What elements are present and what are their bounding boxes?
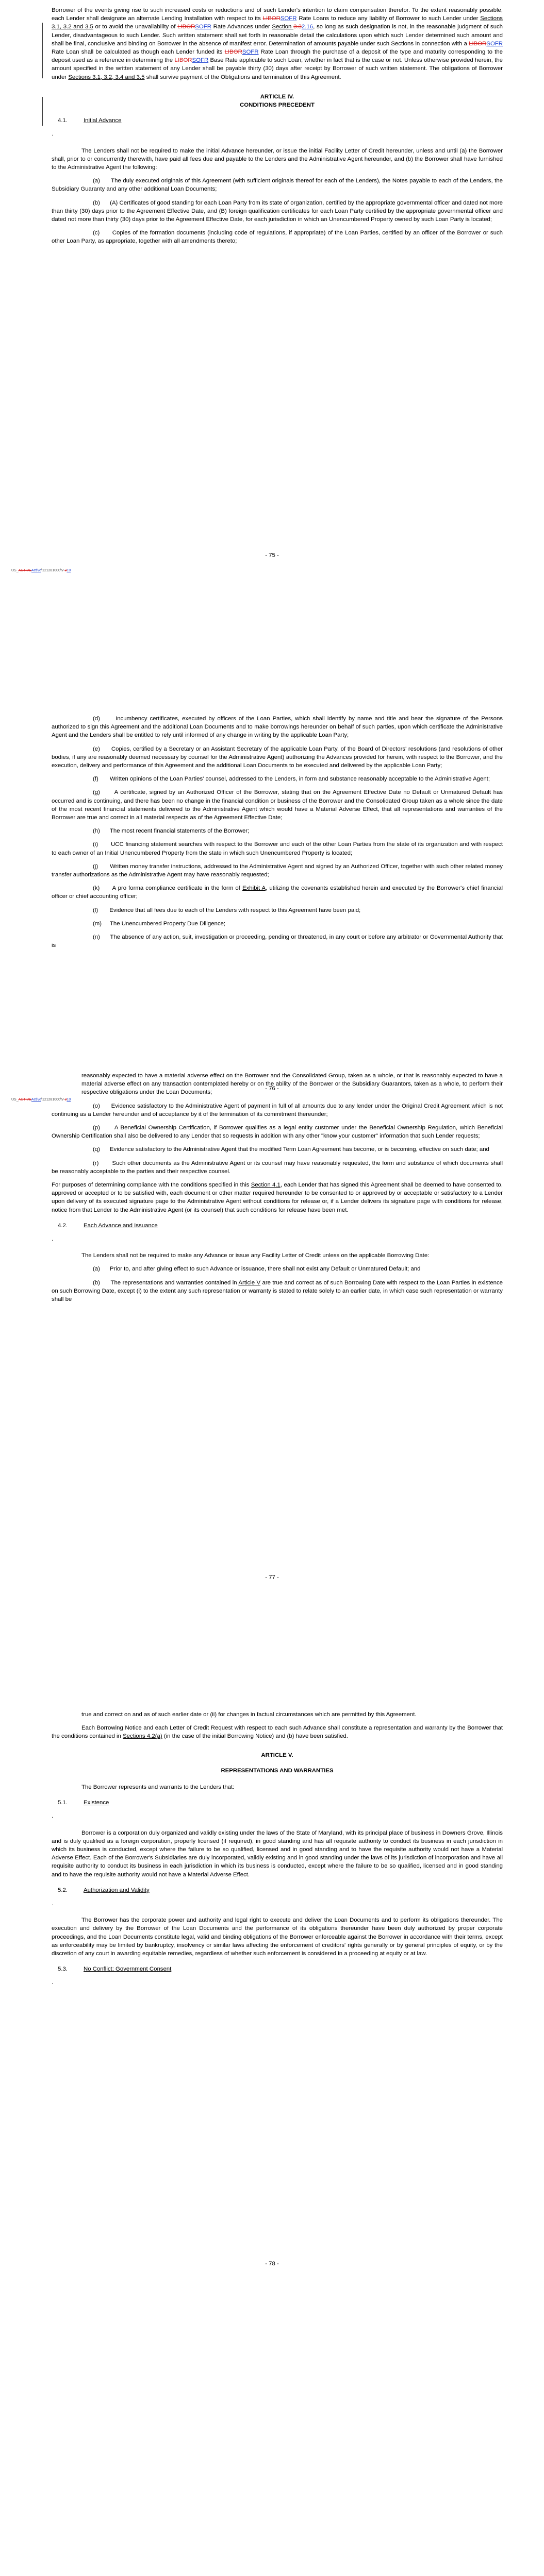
article-heading: ARTICLE V. (261, 1752, 293, 1758)
section-heading-4-1 (52, 116, 503, 125)
paragraph-borrowing-notice (52, 1724, 503, 1740)
document-footer: US_ACTIVEActive\121281000\V-210 (11, 569, 71, 572)
list-item: (e) Copies, certified by a Secretary or an Assistant Secretary of the applicable Loan Party, of the Board of Directors' resolutions (and resolutions of other bodies, if any are reasonably deemed necessary by counsel for the Administrative Agent) authorizing the Advances provided for herein, with respect to the Borrower, and the execution, delivery and performance of this Agreement and the additional Loan Documents to be executed and delivered by the applicable Loan Party; (52, 745, 503, 769)
list-item: (a) Prior to, and after giving effect to such Advance or issuance, there shall not exist any Default or Unmatured Default; and (93, 1266, 421, 1273)
paragraph-each-advance: The Lenders shall not be required to make any Advance or issue any Facility Letter of Credit unless on the applicable Borrowing Date: (81, 1252, 430, 1259)
text-run: shall survive payment of the Obligations and termination of this Agreement. (144, 74, 341, 80)
change-bar (42, 97, 43, 126)
page-number: - 76 - (265, 1086, 279, 1092)
paragraph-initial-advance: The Lenders shall not be required to make the initial Advance hereunder, or issue the initial Facility Letter of Credit hereunder, unless and until (a) the Borrower shall, prior to or concurrently therewith, have paid all fees due and payable to the Lenders and the Administrative Agent hereunder, and (b) the Borrower shall have furnished to the Administrative Agent the following: (52, 147, 503, 171)
section-number: 4.1. (58, 117, 68, 124)
list-item: (f) Written opinions of the Loan Parties' counsel, addressed to the Lenders, in form and substance reasonably acceptable to the Administrative Agent; (93, 776, 490, 783)
cross-reference: Section 4.1 (251, 1182, 281, 1189)
text-run: Rate Loans to reduce any liability of Borrower to such Lender under (296, 15, 481, 22)
section-dot: . (52, 131, 54, 138)
text-run: (in the case of the initial Borrowing Notice) and (b) have been satisfied. (162, 1733, 348, 1740)
list-item: (b) (A) Certificates of good standing for each Loan Party from its state of organization, certified by the appropriate governmental officer and dated not more than thirty (30) days prior to the Agreement Effective Date, and (B) foreign qualification certificates for each Loan Party certified by the appropriate governmental officer and dated not more than thirty (30) days prior to the Agreement Effective Date, for each jurisdiction in which an Unencumbered Property owned by such Loan Party is located; (52, 199, 503, 223)
paragraph-compliance-purposes (52, 1181, 503, 1214)
list-item: (c) Copies of the formation documents (including code of regulations, if appropriate) of the Loan Parties, certified by an officer of the Borrower or such other Loan Party, as appropriate, together with all amendments thereto; (52, 230, 503, 245)
list-item: (m) The Unencumbered Property Due Diligence; (93, 920, 226, 927)
text-run: Each Borrowing Notice and each Letter of Credit Request with respect to each such Advance shall constitute a representation and warranty by the Borrower that the conditions contained in (52, 1725, 503, 1740)
section-number: 5.2. (58, 1887, 68, 1893)
section-dot: . (52, 1901, 54, 1907)
inserted-text: SOFR (192, 57, 209, 64)
text-run: Base Rate applicable to such Loan, whether in fact that is the case or not. Unless otherwise provided herein, the amount specified in the written statement of any Lender shall be payable thirty (30) days after receipt by Borrower of such written statement. The obligations of Borrower under (52, 57, 503, 80)
article-title: REPRESENTATIONS AND WARRANTIES (221, 1767, 334, 1774)
paragraph-continued: reasonably expected to have a material adverse effect on the Borrower and the Consolidated Group, taken as a whole, or that is reasonably expected to have a material adverse effect on any transaction contemplated hereby or on the ability of the Borrower or the Subsidiary Guarantors, taken as a whole, to perform their respective obligations under the Loan Documents; (81, 1073, 503, 1096)
cross-reference: Sections 3.1, 3.2, 3.4 and 3.5 (68, 74, 145, 80)
inserted-text: SOFR (195, 24, 211, 30)
section-title: Each Advance and Issuance (84, 1222, 158, 1229)
list-item: (r) Such other documents as the Administrative Agent or its counsel may have reasonably requested, the form and substance of which documents shall be reasonably acceptable to the parties and their respective counsel. (52, 1160, 503, 1175)
list-item: (d) Incumbency certificates, executed by officers of the Loan Parties, which shall identify by name and title and bear the signature of the Persons authorized to sign this Agreement and the additional Loan Documents and to make borrowings hereunder on behalf of such parties, upon which certificate the Administrative Agent and the Lenders shall be entitled to rely until informed of any change in writing by the applicable Loan Party; (52, 716, 503, 739)
document-footer: US_ACTIVEActive\121281000\V-210 (11, 1098, 71, 1101)
text-run: , utilizing the covenants established herein and executed by the Borrower's chief financial officer or chief accounting officer; (52, 885, 503, 900)
deleted-text: 3.3 (293, 24, 302, 30)
page-number: - 75 - (265, 552, 279, 558)
list-item: (a) The duly executed originals of this Agreement (with sufficient originals thereof for each of the Lenders), the Notes payable to each of the Lenders, the Subsidiary Guaranty and any other additional Loan Documents; (52, 178, 503, 193)
list-item: (j) Written money transfer instructions, addressed to the Administrative Agent and signed by an Authorized Officer, together with such other related money transfer authorizations as the Administrative Agent may have reasonably requested; (52, 863, 503, 878)
section-heading-4-2 (52, 1222, 503, 1230)
list-item: (p) A Beneficial Ownership Certification, if Borrower qualifies as a legal entity customer under the Beneficial Ownership Regulation, which Beneficial Ownership Certification shall also be delivered to any Lender that so requests in addition with any other "know your customer" information that such Lender requests; (52, 1125, 503, 1140)
section-title: Initial Advance (84, 117, 122, 124)
paragraph-continued: true and correct on and as of such earlier date or (ii) for changes in factual circumstances which are permitted by this Agreement. (81, 1711, 417, 1718)
section-heading-5-1 (52, 1799, 503, 1807)
section-dot: . (52, 1236, 54, 1243)
list-item: (g) A certificate, signed by an Authorized Officer of the Borrower, stating that on the Agreement Effective Date no Default or Unmatured Default has occurred and is continuing, and there has been no change in the financial condition or business of the Borrower and the Consolidated Group taken as a whole since the date of the most recent financial statements delivered to the Administrative Agent which would have a Material Adverse Effect, that all representations and warranties of the Borrower are true and correct in all material respects as of the Agreement Effective Date; (52, 789, 503, 821)
section-dot: . (52, 1813, 54, 1820)
list-item: (q) Evidence satisfactory to the Administrative Agent that the modified Term Loan Agreement has become, or is becoming, effective on such date; and (93, 1146, 489, 1153)
text-run: , each Lender that has signed this Agreement shall be deemed to have consented to, approved or accepted or to be satisfied with, each document or other matter required hereunder to be consented to or approved by or acceptable or satisfactory to a Lender upon delivery of its executed signature page to the Administrative Agent without conditions for release or, if a Lender delivers its signature page with conditions for release, notice from that Lender to the Administrative Agent (or its counsel) that such conditions for release have been met. (52, 1182, 503, 1213)
section-dot: . (52, 1979, 54, 1986)
inserted-text: SOFR (242, 49, 259, 56)
deleted-text: LIBOR (469, 40, 487, 47)
section-number: 5.1. (58, 1800, 68, 1806)
text-run: are true and correct as of such Borrowing Date with respect to the Loan Parties in existence on such Borrowing Date, except (i) to the extent any such representation or warranty is stated to relate solely to an earlier date, in which case such representation or warranty shall be (52, 1279, 503, 1303)
text-run: Rate Loan shall be calculated as though each Lender funded its (52, 49, 225, 56)
deleted-text: LIBOR (174, 57, 192, 64)
text-run: Rate Loan through the purchase of a deposit of the type and maturity corresponding to the deposit used as a reference in determining the (52, 49, 503, 64)
cross-reference: Section (272, 24, 294, 30)
text-run: For purposes of determining compliance with the conditions specified in this (52, 1182, 251, 1189)
page-75 (0, 0, 544, 703)
cross-reference: Article V (238, 1279, 261, 1286)
text-run: , so long as such designation is not, in the reasonable judgment of such Lender, disadvantageous to such Lender. Such written statement shall set forth in reasonable detail the calculations upon which such Lender determined such amount and shall be final, conclusive and binding on Borrower in the absence of manifest error. Determination of amounts payable under such Sections in connection with a (52, 24, 503, 47)
cross-reference: Sections 4.2(a) (123, 1733, 162, 1740)
list-item: (n) The absence of any action, suit, investigation or proceeding, pending or threatened, in any court or before any arbitrator or Governmental Authority that is (52, 934, 503, 949)
deleted-text: LIBOR (224, 49, 242, 56)
inserted-text: SOFR (280, 15, 297, 22)
page-number: - 77 - (265, 1574, 279, 1581)
text-run: Borrower of the events giving rise to such increased costs or reductions and of such Lender's intention to claim compensation therefor. To the extent reasonably possible, each Lender shall designate an alternate Lending Installation with respect to its (52, 7, 503, 22)
page-78 (0, 1571, 544, 2275)
section-number: 4.2. (58, 1222, 68, 1229)
section-heading-5-3 (52, 1965, 503, 1973)
list-item: (i) UCC financing statement searches with respect to the Borrower and each of the other Loan Parties from the state of its organization and with respect to each owner of an Initial Unencumbered Property from the state in which such Unencumbered Property is located; (52, 841, 503, 856)
deleted-text: LIBOR (262, 15, 281, 22)
paragraph-existence: Borrower is a corporation duly organized and validly existing under the laws of the State of Maryland, with its principal place of business in Downers Grove, Illinois and is duly qualified as a foreign corporation, properly licensed (if required), in good standing and has all requisite authority to conduct its business in each jurisdiction in which its business is conducted, except where the failure to be so qualified, licensed and in good standing and to have the requisite authority would not have a Material Adverse Effect. Each of the Borrower's Subsidiaries are duly incorporated, validly existing and in good standing under the laws of its jurisdiction of incorporation and have all requisite authority to conduct its business in each jurisdiction in which its business is conducted, except where the failure to be so qualified, licensed and in good standing and to have the requisite authority would not have a Material Adverse Effect. (52, 1829, 503, 1878)
inserted-text: 2.16 (301, 24, 314, 30)
list-item: (o) Evidence satisfactory to the Administrative Agent of payment in full of all amounts due to any lender under the Original Credit Agreement which is not continuing as a Lender hereunder and of acceptance by it of the termination of its commitment thereunder; (52, 1103, 503, 1117)
cross-reference: Sections 3.1, 3.2 and 3.5 (52, 15, 503, 30)
list-item (52, 884, 503, 901)
text-run: (k) A pro forma compliance certificate in the form of (93, 885, 242, 892)
cross-reference: Exhibit A (242, 885, 266, 892)
list-item: (h) The most recent financial statements of the Borrower; (93, 828, 250, 835)
section-title: Authorization and Validity (84, 1887, 150, 1893)
deleted-text: LIBOR (177, 24, 195, 30)
text-run: (b) The representations and warranties contained in (93, 1279, 239, 1286)
section-heading-5-2 (52, 1886, 503, 1894)
change-bar (42, 23, 43, 78)
list-item (52, 1279, 503, 1304)
page-number: - 78 - (265, 2261, 279, 2267)
text-run: or to avoid the unavailability of (93, 24, 178, 30)
inserted-text: SOFR (486, 40, 503, 47)
text-run: Rate Advances under (211, 24, 272, 30)
article-title: CONDITIONS PRECEDENT (240, 102, 315, 109)
section-title: No Conflict; Government Consent (84, 1966, 172, 1973)
list-item: (l) Evidence that all fees due to each of the Lenders with respect to this Agreement have been paid; (93, 907, 361, 913)
section-title: Existence (84, 1800, 109, 1806)
paragraph-reps-intro: The Borrower represents and warrants to the Lenders that: (81, 1784, 235, 1791)
article-heading: ARTICLE IV. (260, 93, 294, 100)
paragraph-increased-costs (52, 6, 503, 81)
section-number: 5.3. (58, 1966, 68, 1973)
paragraph-authorization: The Borrower has the corporate power and authority and legal right to execute and deliver the Loan Documents and to perform its obligations thereunder. The execution and delivery by the Borrower of the Loan Documents and the performance of its obligations thereunder have been duly authorized by proper corporate proceedings, and the Loan Documents constitute legal, valid and binding obligations of the Borrower enforceable against the Borrower in accordance with their terms, except as enforceability may be limited by bankruptcy, insolvency or similar laws affecting the enforcement of creditors' rights generally or by general principles of equity, or by the discretion of any court in awarding equitable remedies, regardless of whether such enforcement is considered in a proceeding at equity or at law. (52, 1917, 503, 1957)
